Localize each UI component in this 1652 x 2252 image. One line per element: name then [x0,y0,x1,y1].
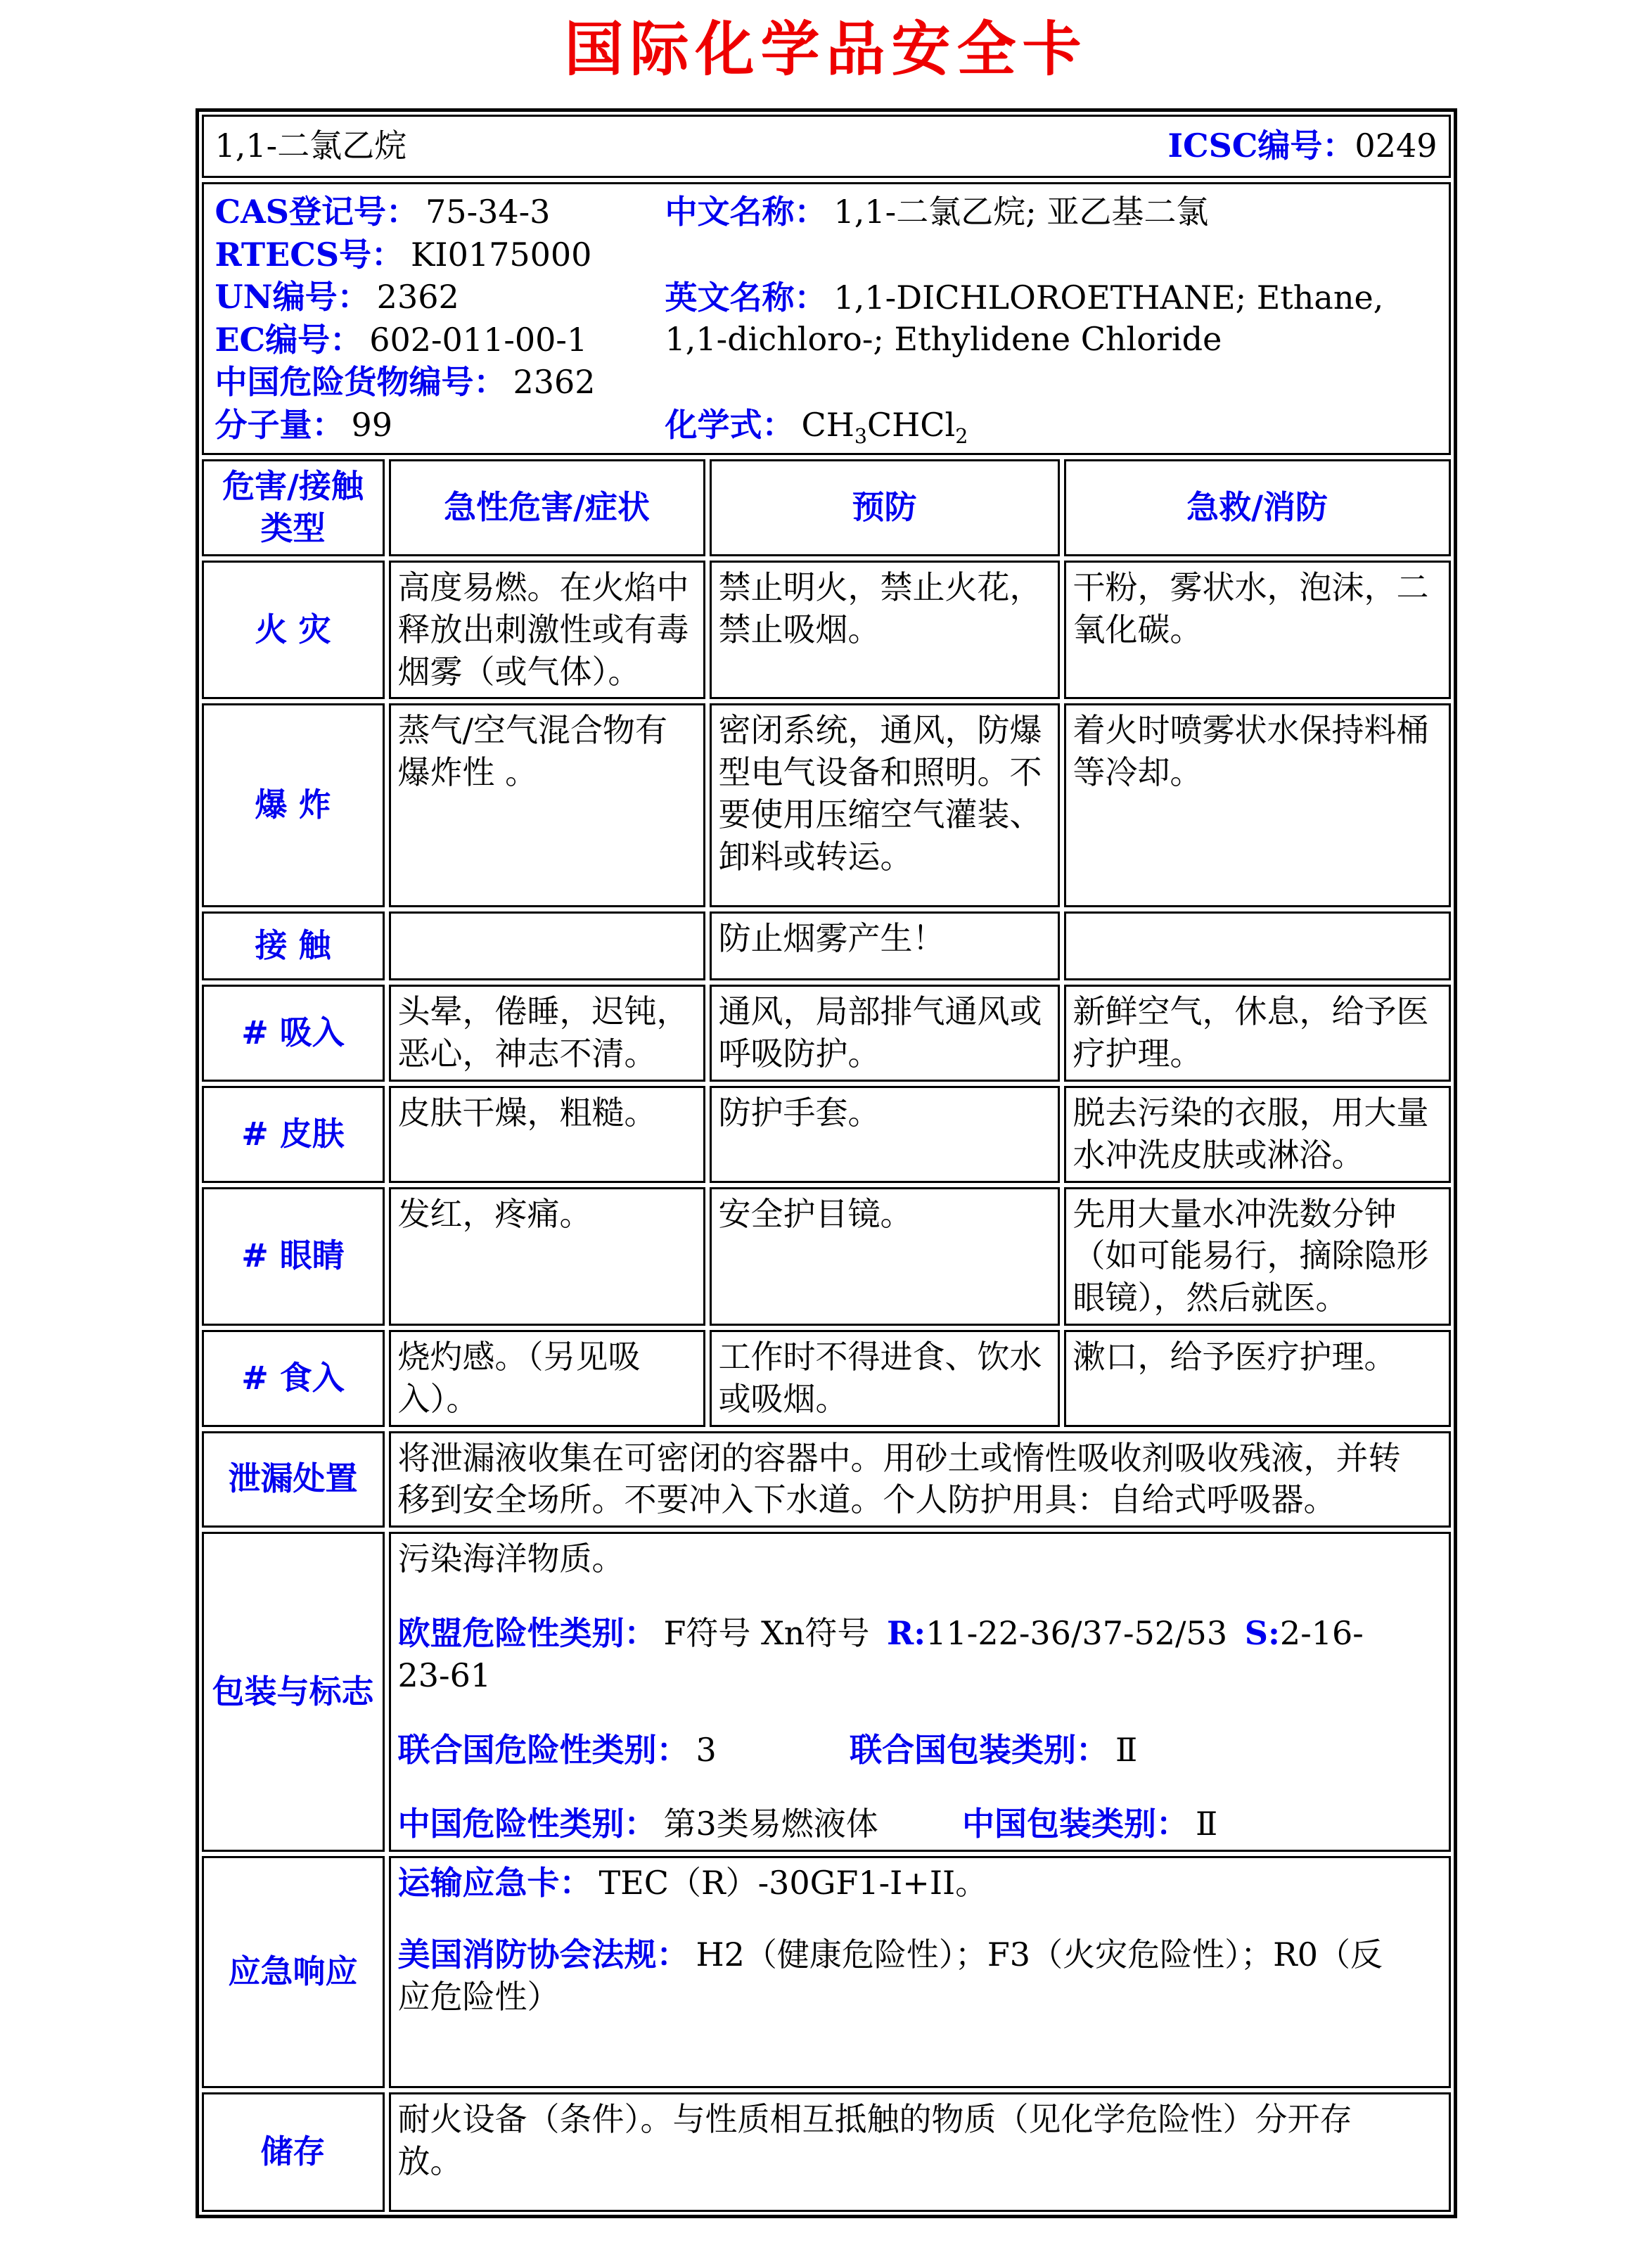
eyes-prevention: 安全护目镜。 [710,1187,1060,1326]
hazard-type-header: 危害/接触类型 [202,459,385,556]
icsc-number-group [1167,125,1437,167]
spill-text: 将泄漏液收集在可密闭的容器中。用砂土或惰性吸收剂吸收残液，并转移到安全场所。不要冲入下水道。个人防护用具：自给式呼吸器。 [389,1431,1451,1528]
explosion-firstaid: 着火时喷雾状水保持料桶等冷却。 [1064,703,1451,907]
contact-firstaid [1064,911,1451,980]
skin-label: # 皮肤 [202,1086,385,1183]
identifiers-row [202,182,1451,455]
inhalation-firstaid: 新鲜空气，休息，给予医疗护理。 [1064,985,1451,1082]
inhalation-symptoms: 头晕，倦睡，迟钝，恶心，神志不清。 [389,985,705,1082]
icsc-number-label: ICSC编号： [1167,127,1355,165]
hazard-row-contact [202,911,1451,980]
rtecs-number-line: RTECS号： KI0175000 [214,235,592,274]
prevention-header: 预防 [710,459,1060,556]
packaging-row [202,1532,1451,1852]
explosion-symptoms: 蒸气/空气混合物有爆炸性 。 [389,703,705,907]
contact-prevention: 防止烟雾产生！ [710,911,1060,980]
chemical-name: 1,1-二氯乙烷 [214,127,407,165]
identifiers-cell [202,182,1451,455]
formula-line: 化学式： $CH_3CHCl_2$ [665,405,968,448]
cn-classification-line: 中国危险性类别： 第3类易燃液体 中国包装类别： Ⅱ [397,1805,1218,1843]
ingestion-label: # 食入 [202,1330,385,1427]
eyes-label: # 眼睛 [202,1187,385,1326]
un-number-line: UN编号： 2362 [214,278,459,316]
cas-number-line: CAS登记号： 75-34-3 [214,193,551,231]
emergency-row [202,1856,1451,2088]
hazard-row-ingestion [202,1330,1451,1427]
contact-symptoms [389,911,705,980]
nfpa-line: 美国消防协会法规： H2（健康危险性）；F3（火灾危险性）；R0（反应危险性） [397,1935,1383,2016]
card-table [202,115,1451,2212]
packaging-label: 包装与标志 [202,1532,385,1852]
symptoms-header: 急性危害/症状 [389,459,705,556]
page-title: 国际化学品安全卡 [564,14,1088,84]
eyes-symptoms: 发红，疼痛。 [389,1187,705,1326]
ec-number-line: EC编号： 602-011-00-1 [214,320,588,359]
eu-classification-line: 欧盟危险性类别： F符号 Xn符号 R:11-22-36/37-52/53 S:2-16-23-61 [397,1613,1364,1694]
storage-label: 储存 [202,2092,385,2212]
hazard-row-inhalation [202,985,1451,1082]
identifiers-left-column [215,191,665,446]
contact-label: 接 触 [202,911,385,980]
skin-prevention: 防护手套。 [710,1086,1060,1183]
storage-text: 耐火设备（条件）。与性质相互抵触的物质（见化学危险性）分开存放。 [389,2092,1451,2212]
english-name-line: 英文名称： 1,1-DICHLOROETHANE; Ethane, 1,1-dichloro-; Ethylidene Chloride [665,278,1384,359]
explosion-label: 爆 炸 [202,703,385,907]
hazard-header-row [202,459,1451,556]
hazard-row-skin [202,1086,1451,1183]
icsc-number-value: 0249 [1355,127,1438,165]
chemical-formula: $CH_3CHCl_2$ [801,405,968,448]
marine-pollutant-line: 污染海洋物质。 [397,1540,625,1578]
ingestion-symptoms: 烧灼感。（另见吸入）。 [389,1330,705,1427]
explosion-prevention: 密闭系统，通风，防爆型电气设备和照明。不要使用压缩空气灌装、卸料或转运。 [710,703,1060,907]
un-classification-line: 联合国危险性类别： 3 联合国包装类别： Ⅱ [397,1730,1138,1769]
name-row [202,115,1451,178]
skin-symptoms: 皮肤干燥，粗糙。 [389,1086,705,1183]
name-cell [202,115,1451,178]
hazard-row-eyes [202,1187,1451,1326]
china-dg-number-line: 中国危险货物编号： 2362 [214,363,596,402]
molecular-weight-line: 分子量： 99 [214,405,393,444]
skin-firstaid: 脱去污染的衣服，用大量水冲洗皮肤或淋浴。 [1064,1086,1451,1183]
ingestion-firstaid: 漱口，给予医疗护理。 [1064,1330,1451,1427]
chinese-name-line: 中文名称： 1,1-二氯乙烷; 亚乙基二氯 [665,193,1209,231]
tec-card-line: 运输应急卡： TEC（R）-30GF1-I+II。 [397,1864,988,1902]
spill-row [202,1431,1451,1528]
packaging-content [389,1532,1451,1852]
fire-symptoms: 高度易燃。在火焰中释放出刺激性或有毒烟雾（或气体）。 [389,561,705,699]
ingestion-prevention: 工作时不得进食、饮水或吸烟。 [710,1330,1060,1427]
storage-row [202,2092,1451,2212]
inhalation-label: # 吸入 [202,985,385,1082]
fire-firstaid: 干粉，雾状水，泡沫，二氧化碳。 [1064,561,1451,699]
icsc-card [196,108,1457,2218]
fire-label: 火 灾 [202,561,385,699]
firstaid-header: 急救/消防 [1064,459,1451,556]
fire-prevention: 禁止明火，禁止火花，禁止吸烟。 [710,561,1060,699]
identifiers-right-column [665,191,1438,446]
emergency-label: 应急响应 [202,1856,385,2088]
emergency-content [389,1856,1451,2088]
hazard-row-fire [202,561,1451,699]
inhalation-prevention: 通风，局部排气通风或呼吸防护。 [710,985,1060,1082]
hazard-row-explosion [202,703,1451,907]
eyes-firstaid: 先用大量水冲洗数分钟（如可能易行，摘除隐形眼镜），然后就医。 [1064,1187,1451,1326]
spill-label: 泄漏处置 [202,1431,385,1528]
